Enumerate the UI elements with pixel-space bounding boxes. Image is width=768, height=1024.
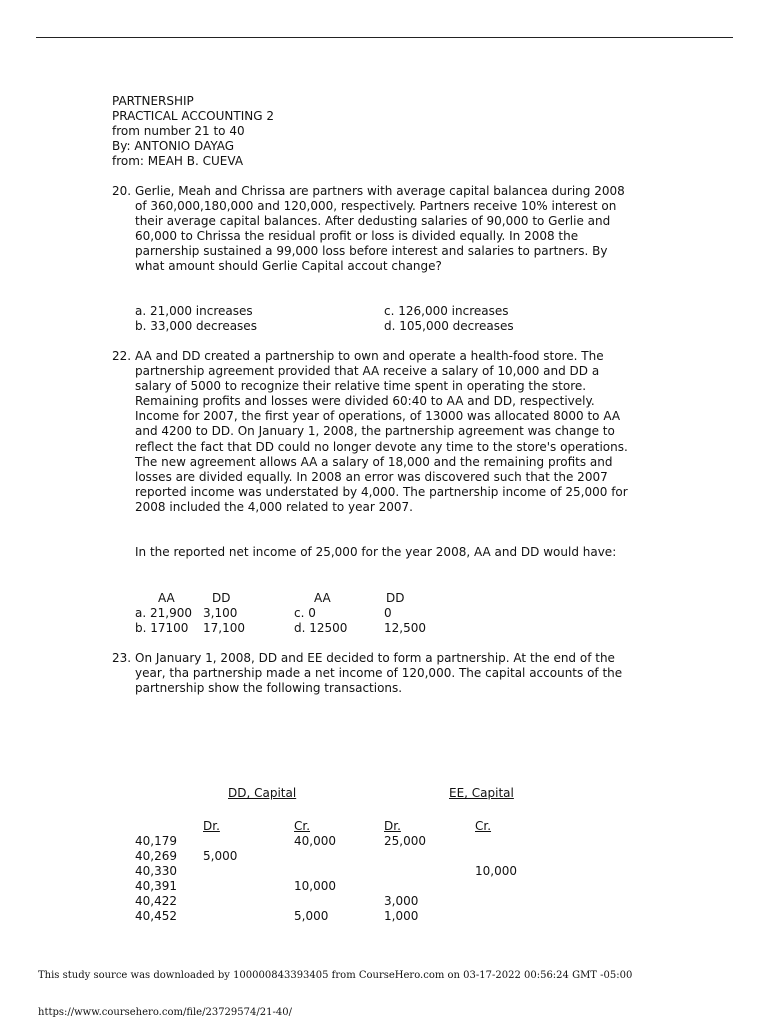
question-line: Income for 2007, the first year of operations, of 13000 was allocated 8000 to AA	[135, 409, 621, 424]
question-text	[135, 349, 628, 515]
question-line: 60,000 to Chrissa the residual profit or loss is divided equally. In 2008 the	[135, 229, 579, 244]
choice-d: d. 105,000 decreases	[384, 319, 514, 333]
answer-cell: 3,100	[203, 606, 238, 620]
question-line: parnership sustained a 99,000 loss before interest and salaries to partners. By	[135, 244, 608, 259]
question-line: reported income was understated by 4,000. The partnership income of 25,000 for	[135, 484, 628, 499]
question-line: 2008 included the 4,000 related to year 2007.	[135, 499, 413, 514]
answer-cell: 0	[384, 606, 392, 620]
answer-cell: a. 21,900	[135, 606, 192, 620]
ee-cr-header: Cr.	[475, 819, 492, 833]
source-url-link[interactable]: https://www.coursehero.com/file/23729574/21-40/	[38, 1007, 292, 1018]
document-header	[112, 94, 274, 169]
answer-cell: d. 12500	[294, 621, 348, 635]
question-line: what amount should Gerlie Capital accout change?	[135, 259, 442, 274]
question-line: losses are divided equally. In 2008 an error was discovered such that the 2007	[135, 469, 608, 484]
ledger-date: 40,179	[135, 834, 177, 848]
question-line: Gerlie, Meah and Chrissa are partners with average capital balancea during 2008	[135, 184, 625, 198]
ledger-date: 40,269	[135, 849, 177, 863]
dd-cr-value: 40,000	[294, 834, 336, 848]
dd-cr-value: 5,000	[294, 909, 329, 923]
header-line: By: ANTONIO DAYAG	[112, 139, 235, 153]
answer-cell: 12,500	[384, 621, 426, 635]
col-header-aa: AA	[314, 591, 331, 605]
question-line: year, tha partnership made a net income of 120,000. The capital accounts of the	[135, 666, 623, 681]
top-rule	[36, 37, 733, 38]
dd-dr-header: Dr.	[203, 819, 220, 833]
dd-dr-value: 5,000	[203, 849, 238, 863]
question-text	[135, 651, 622, 696]
question-number: 20.	[112, 184, 132, 198]
choice-c: c. 126,000 increases	[384, 304, 509, 318]
question-number: 22.	[112, 349, 132, 363]
question-line: reflect the fact that DD could no longer devote any time to the store's operations.	[135, 439, 628, 454]
choice-b: b. 33,000 decreases	[135, 319, 257, 333]
question-line: partnership show the following transactions.	[135, 681, 403, 696]
question-line: partnership agreement provided that AA receive a salary of 10,000 and DD a	[135, 364, 600, 379]
dd-cr-header: Cr.	[294, 819, 311, 833]
ledger-date: 40,330	[135, 864, 177, 878]
ledger-date: 40,422	[135, 894, 177, 908]
source-notice: This study source was downloaded by 100000843393405 from CourseHero.com on 03-17-2022 00:56:24 GMT -05:00	[38, 970, 633, 981]
ee-dr-value: 25,000	[384, 834, 426, 848]
ee-dr-value: 3,000	[384, 894, 419, 908]
question-line: Remaining profits and losses were divided 60:40 to AA and DD, respectively.	[135, 394, 595, 409]
header-line: from: MEAH B. CUEVA	[112, 154, 244, 168]
answer-cell: 17,100	[203, 621, 245, 635]
ee-dr-value: 1,000	[384, 909, 419, 923]
header-line: PARTNERSHIP	[112, 94, 194, 108]
choice-a: a. 21,000 increases	[135, 304, 253, 318]
header-line: from number 21 to 40	[112, 124, 245, 138]
subquestion: In the reported net income of 25,000 for the year 2008, AA and DD would have:	[135, 545, 617, 559]
col-header-dd: DD	[212, 591, 231, 605]
col-header-aa: AA	[158, 591, 175, 605]
dd-cr-value: 10,000	[294, 879, 336, 893]
question-line: On January 1, 2008, DD and EE decided to form a partnership. At the end of the	[135, 651, 615, 665]
ee-dr-header: Dr.	[384, 819, 401, 833]
question-number: 23.	[112, 651, 132, 665]
question-line: The new agreement allows AA a salary of 18,000 and the remaining profits and	[135, 454, 613, 469]
dd-capital-title: DD, Capital	[228, 786, 297, 800]
answer-cell: b. 17100	[135, 621, 189, 635]
question-line: AA and DD created a partnership to own and operate a health-food store. The	[135, 349, 604, 363]
header-line: PRACTICAL ACCOUNTING 2	[112, 109, 274, 123]
question-line: and 4200 to DD. On January 1, 2008, the partnership agreement was change to	[135, 424, 615, 439]
ee-capital-title: EE, Capital	[449, 786, 514, 800]
answer-cell: c. 0	[294, 606, 316, 620]
question-line: their average capital balances. After dedusting salaries of 90,000 to Gerlie and	[135, 214, 611, 229]
ledger-date: 40,452	[135, 909, 177, 923]
ledger-date: 40,391	[135, 879, 177, 893]
ee-cr-value: 10,000	[475, 864, 517, 878]
question-line: of 360,000,180,000 and 120,000, respectively. Partners receive 10% interest on	[135, 199, 617, 214]
question-line: salary of 5000 to recognize their relative time spent in operating the store.	[135, 379, 587, 394]
col-header-dd: DD	[386, 591, 405, 605]
question-text	[135, 184, 625, 275]
